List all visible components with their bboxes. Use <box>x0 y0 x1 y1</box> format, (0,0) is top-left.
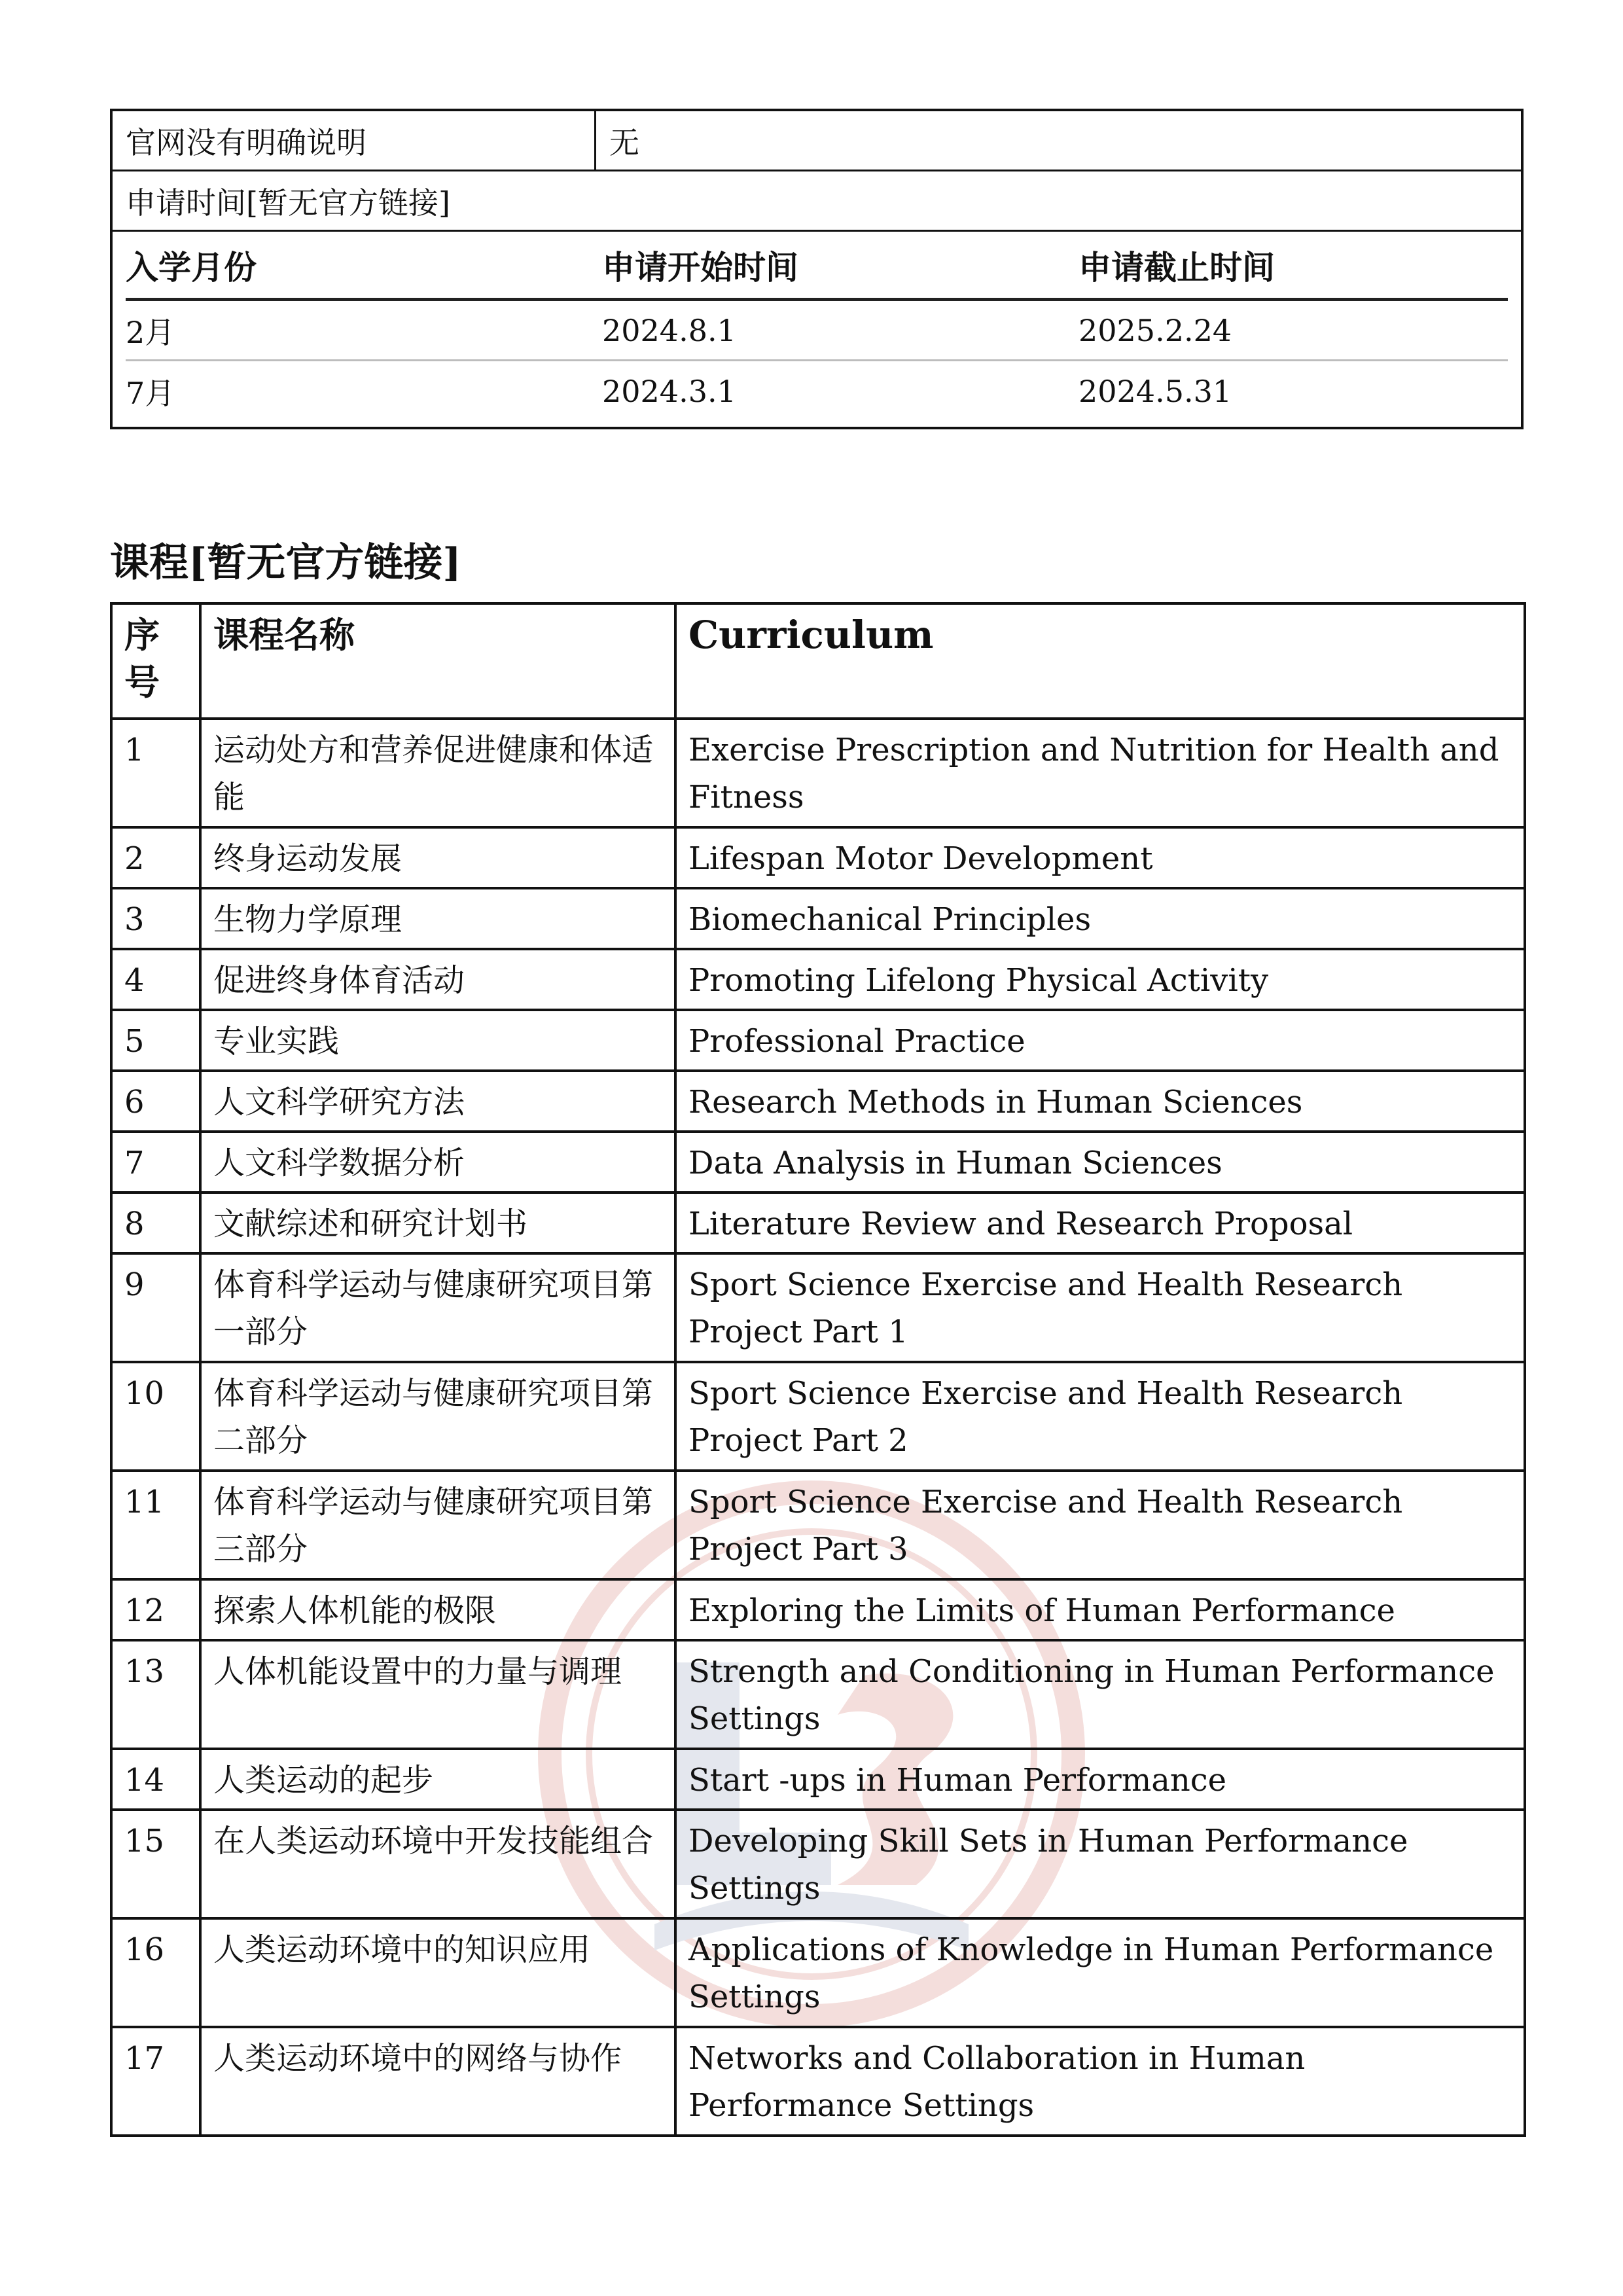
course-name-en: Start -ups in Human Performance <box>675 1749 1525 1810</box>
info-row <box>113 111 1521 171</box>
course-name-en: Networks and Collaboration in Human Performance Settings <box>675 2027 1525 2136</box>
course-name-en: Data Analysis in Human Sciences <box>675 1132 1525 1193</box>
info-value: 无 <box>609 124 639 160</box>
course-number: 4 <box>111 949 200 1010</box>
course-name-cn: 专业实践 <box>200 1010 675 1071</box>
course-name-cn: 生物力学原理 <box>200 888 675 949</box>
table-row <box>111 1749 1525 1810</box>
intake-month: 2月 <box>126 314 175 350</box>
dates-row <box>126 361 1508 422</box>
course-number: 10 <box>111 1362 200 1471</box>
application-dates-table <box>126 232 1508 422</box>
course-name-cn: 人类运动环境中的知识应用 <box>200 1918 675 2027</box>
course-name-en: Professional Practice <box>675 1010 1525 1071</box>
table-row <box>111 1193 1525 1253</box>
header-number: 序号 <box>111 603 200 719</box>
course-number: 12 <box>111 1579 200 1640</box>
course-number: 2 <box>111 827 200 888</box>
course-name-en: Literature Review and Research Proposal <box>675 1193 1525 1253</box>
course-name-cn: 运动处方和营养促进健康和体适能 <box>200 719 675 827</box>
course-name-en: Sport Science Exercise and Health Research Project Part 2 <box>675 1362 1525 1471</box>
course-name-en: Biomechanical Principles <box>675 888 1525 949</box>
course-number: 8 <box>111 1193 200 1253</box>
open-date: 2024.3.1 <box>602 374 736 409</box>
table-row <box>111 1810 1525 1918</box>
course-name-cn: 文献综述和研究计划书 <box>200 1193 675 1253</box>
course-name-en: Exploring the Limits of Human Performance <box>675 1579 1525 1640</box>
table-row <box>111 1362 1525 1471</box>
course-name-en: Strength and Conditioning in Human Performance Settings <box>675 1640 1525 1749</box>
curriculum-section-title: 课程[暂无官方链接] <box>110 540 461 586</box>
info-label: 官网没有明确说明 <box>113 111 596 170</box>
dates-header-row <box>126 232 1508 301</box>
table-row <box>111 949 1525 1010</box>
course-name-en: Applications of Knowledge in Human Performance Settings <box>675 1918 1525 2027</box>
application-time-label: 申请时间[暂无官方链接] <box>113 171 1521 232</box>
table-row <box>111 888 1525 949</box>
course-number: 15 <box>111 1810 200 1918</box>
course-name-cn: 人类运动环境中的网络与协作 <box>200 2027 675 2136</box>
intake-month: 7月 <box>126 376 175 411</box>
course-name-cn: 人体机能设置中的力量与调理 <box>200 1640 675 1749</box>
course-name-cn: 体育科学运动与健康研究项目第三部分 <box>200 1471 675 1579</box>
table-row <box>111 1071 1525 1132</box>
course-name-en: Promoting Lifelong Physical Activity <box>675 949 1525 1010</box>
curriculum-header-row <box>111 603 1525 719</box>
course-name-cn: 在人类运动环境中开发技能组合 <box>200 1810 675 1918</box>
course-name-cn: 探索人体机能的极限 <box>200 1579 675 1640</box>
header-curriculum-en: Curriculum <box>675 603 1525 719</box>
course-number: 14 <box>111 1749 200 1810</box>
course-number: 16 <box>111 1918 200 2027</box>
close-date: 2024.5.31 <box>1079 374 1232 409</box>
course-name-cn: 人文科学数据分析 <box>200 1132 675 1193</box>
header-close-date: 申请截止时间 <box>1079 247 1275 287</box>
course-name-cn: 人文科学研究方法 <box>200 1071 675 1132</box>
open-date: 2024.8.1 <box>602 312 736 348</box>
header-open-date: 申请开始时间 <box>602 247 798 287</box>
course-name-en: Sport Science Exercise and Health Research Project Part 1 <box>675 1253 1525 1362</box>
course-name-cn: 人类运动的起步 <box>200 1749 675 1810</box>
table-row <box>111 1132 1525 1193</box>
table-row <box>111 1253 1525 1362</box>
course-number: 9 <box>111 1253 200 1362</box>
course-number: 6 <box>111 1071 200 1132</box>
close-date: 2025.2.24 <box>1079 312 1232 348</box>
course-name-cn: 终身运动发展 <box>200 827 675 888</box>
course-number: 3 <box>111 888 200 949</box>
course-name-en: Research Methods in Human Sciences <box>675 1071 1525 1132</box>
course-number: 13 <box>111 1640 200 1749</box>
course-number: 7 <box>111 1132 200 1193</box>
table-row <box>111 1010 1525 1071</box>
curriculum-table <box>110 602 1526 2137</box>
table-row <box>111 827 1525 888</box>
course-name-cn: 体育科学运动与健康研究项目第一部分 <box>200 1253 675 1362</box>
course-name-en: Exercise Prescription and Nutrition for Health and Fitness <box>675 719 1525 827</box>
dates-row <box>126 301 1508 361</box>
course-name-cn: 促进终身体育活动 <box>200 949 675 1010</box>
course-number: 11 <box>111 1471 200 1579</box>
course-number: 1 <box>111 719 200 827</box>
table-row <box>111 719 1525 827</box>
course-name-en: Developing Skill Sets in Human Performance Settings <box>675 1810 1525 1918</box>
course-number: 5 <box>111 1010 200 1071</box>
course-name-en: Lifespan Motor Development <box>675 827 1525 888</box>
header-intake-month: 入学月份 <box>126 247 257 287</box>
table-row <box>111 2027 1525 2136</box>
application-info-table <box>110 109 1524 429</box>
table-row <box>111 1640 1525 1749</box>
course-number: 17 <box>111 2027 200 2136</box>
course-name-cn: 体育科学运动与健康研究项目第二部分 <box>200 1362 675 1471</box>
table-row <box>111 1579 1525 1640</box>
course-name-en: Sport Science Exercise and Health Research Project Part 3 <box>675 1471 1525 1579</box>
table-row <box>111 1918 1525 2027</box>
header-course-name-cn: 课程名称 <box>200 603 675 719</box>
table-row <box>111 1471 1525 1579</box>
